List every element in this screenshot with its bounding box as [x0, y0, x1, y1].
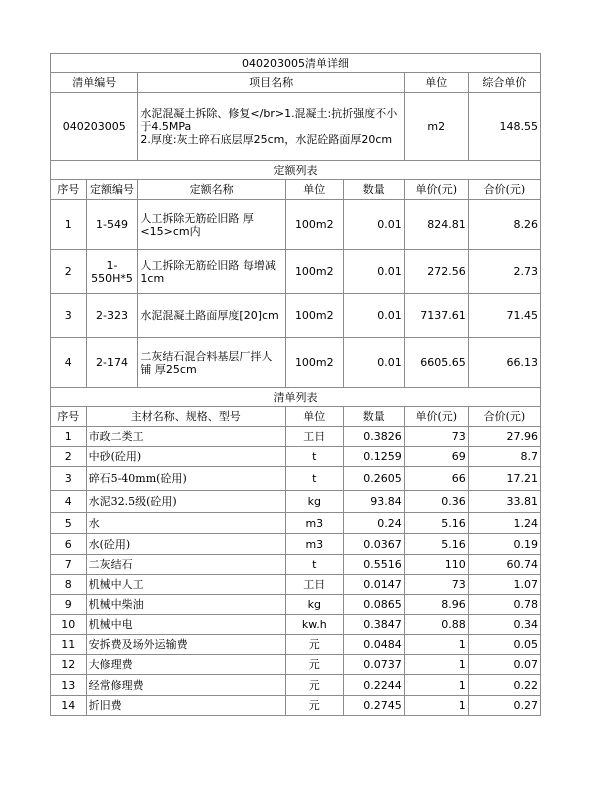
material-unit: m3	[285, 513, 343, 534]
material-seq: 10	[51, 615, 87, 635]
material-price: 5.16	[404, 513, 468, 534]
quota-unit-header: 单位	[285, 180, 343, 200]
material-seq-header: 序号	[51, 407, 87, 427]
material-name: 经常修理费	[86, 675, 285, 696]
bill-code: 040203005	[51, 93, 138, 161]
material-qty: 0.3826	[343, 427, 404, 447]
material-price: 1	[404, 696, 468, 716]
material-qty-header: 数量	[343, 407, 404, 427]
quota-total-header: 合价(元)	[468, 180, 540, 200]
material-row	[51, 655, 541, 675]
material-qty: 0.3847	[343, 615, 404, 635]
quota-row	[51, 200, 541, 250]
material-row	[51, 696, 541, 716]
quota-code: 2-323	[86, 294, 138, 338]
materials-section-title: 清单列表	[51, 388, 541, 407]
quota-seq-header: 序号	[51, 180, 87, 200]
material-total: 1.24	[468, 513, 540, 534]
material-name: 水(砼用)	[86, 534, 285, 555]
material-seq: 7	[51, 555, 87, 575]
material-unit: kw.h	[285, 615, 343, 635]
material-name-header: 主材名称、规格、型号	[86, 407, 285, 427]
material-price: 0.36	[404, 491, 468, 513]
material-name: 机械中人工	[86, 575, 285, 595]
material-qty: 0.0737	[343, 655, 404, 675]
material-total: 0.19	[468, 534, 540, 555]
material-price: 1	[404, 675, 468, 696]
material-row	[51, 427, 541, 447]
material-qty: 0.0147	[343, 575, 404, 595]
bill-unit: m2	[404, 93, 468, 161]
bill-name-line1: 水泥混凝土拆除、修复</br>1.混凝土:抗折强度不小于4.5MPa	[140, 107, 398, 133]
quota-name: 人工拆除无筋砼旧路 厚<15>cm内	[138, 200, 285, 250]
material-total: 60.74	[468, 555, 540, 575]
material-total: 8.7	[468, 447, 540, 467]
unit-header: 单位	[404, 73, 468, 93]
material-seq: 6	[51, 534, 87, 555]
material-total: 33.81	[468, 491, 540, 513]
quota-price: 6605.65	[404, 338, 468, 388]
quota-name: 人工拆除无筋砼旧路 每增减1cm	[138, 250, 285, 294]
material-qty: 0.2745	[343, 696, 404, 716]
material-name: 碎石5-40mm(砼用)	[86, 467, 285, 491]
material-unit: kg	[285, 491, 343, 513]
material-total: 0.05	[468, 635, 540, 655]
quota-code: 2-174	[86, 338, 138, 388]
material-row	[51, 534, 541, 555]
quota-qty: 0.01	[343, 250, 404, 294]
material-seq: 12	[51, 655, 87, 675]
quota-name: 水泥混凝土路面厚度[20]cm	[138, 294, 285, 338]
material-total: 1.07	[468, 575, 540, 595]
material-name: 中砂(砼用)	[86, 447, 285, 467]
material-name: 水	[86, 513, 285, 534]
material-row	[51, 555, 541, 575]
quota-price-header: 单价(元)	[404, 180, 468, 200]
quota-header-row	[51, 180, 541, 200]
material-total: 0.78	[468, 595, 540, 615]
quota-section-title: 定额列表	[51, 161, 541, 180]
material-qty: 0.2244	[343, 675, 404, 696]
material-qty: 93.84	[343, 491, 404, 513]
material-price: 8.96	[404, 595, 468, 615]
material-seq: 4	[51, 491, 87, 513]
material-total: 17.21	[468, 467, 540, 491]
material-price: 0.88	[404, 615, 468, 635]
material-qty: 0.5516	[343, 555, 404, 575]
material-unit: t	[285, 447, 343, 467]
material-price: 1	[404, 635, 468, 655]
material-row	[51, 447, 541, 467]
material-price: 73	[404, 575, 468, 595]
material-name: 二灰结石	[86, 555, 285, 575]
quota-unit: 100m2	[285, 294, 343, 338]
quota-total: 2.73	[468, 250, 540, 294]
material-row	[51, 675, 541, 696]
material-name: 市政二类工	[86, 427, 285, 447]
material-qty: 0.0367	[343, 534, 404, 555]
material-unit: m3	[285, 534, 343, 555]
quota-unit: 100m2	[285, 200, 343, 250]
material-price-header: 单价(元)	[404, 407, 468, 427]
material-qty: 0.24	[343, 513, 404, 534]
material-unit: kg	[285, 595, 343, 615]
material-seq: 11	[51, 635, 87, 655]
quota-qty: 0.01	[343, 338, 404, 388]
quota-qty: 0.01	[343, 294, 404, 338]
material-name: 大修理费	[86, 655, 285, 675]
material-seq: 9	[51, 595, 87, 615]
material-total-header: 合价(元)	[468, 407, 540, 427]
material-seq: 8	[51, 575, 87, 595]
bill-name	[138, 93, 404, 161]
quota-price: 824.81	[404, 200, 468, 250]
quota-name: 二灰结石混合料基层厂拌人铺 厚25cm	[138, 338, 285, 388]
material-unit: 元	[285, 675, 343, 696]
material-seq: 13	[51, 675, 87, 696]
quota-total: 66.13	[468, 338, 540, 388]
quota-qty-header: 数量	[343, 180, 404, 200]
material-unit: 元	[285, 655, 343, 675]
material-total: 0.07	[468, 655, 540, 675]
material-name: 机械中电	[86, 615, 285, 635]
material-qty: 0.1259	[343, 447, 404, 467]
material-unit: 工日	[285, 427, 343, 447]
material-qty: 0.2605	[343, 467, 404, 491]
quota-unit: 100m2	[285, 250, 343, 294]
material-row	[51, 491, 541, 513]
quota-seq: 3	[51, 294, 87, 338]
material-unit: 工日	[285, 575, 343, 595]
quota-unit: 100m2	[285, 338, 343, 388]
bill-header-row	[51, 73, 541, 93]
quota-row	[51, 294, 541, 338]
material-row	[51, 595, 541, 615]
material-unit-header: 单位	[285, 407, 343, 427]
quota-seq: 4	[51, 338, 87, 388]
bill-item-row	[51, 93, 541, 161]
quota-price: 272.56	[404, 250, 468, 294]
material-row	[51, 635, 541, 655]
material-row	[51, 467, 541, 491]
material-name: 折旧费	[86, 696, 285, 716]
quota-row	[51, 250, 541, 294]
quota-name-header: 定额名称	[138, 180, 285, 200]
page-title: 040203005清单详细	[51, 54, 541, 73]
quota-total: 71.45	[468, 294, 540, 338]
quota-code: 1-550H*5	[86, 250, 138, 294]
material-name: 水泥32.5级(砼用)	[86, 491, 285, 513]
bill-detail-table	[50, 53, 541, 716]
material-row	[51, 615, 541, 635]
material-price: 73	[404, 427, 468, 447]
material-qty: 0.0484	[343, 635, 404, 655]
material-seq: 1	[51, 427, 87, 447]
quota-qty: 0.01	[343, 200, 404, 250]
quota-code-header: 定额编号	[86, 180, 138, 200]
material-seq: 3	[51, 467, 87, 491]
materials-header-row	[51, 407, 541, 427]
material-total: 27.96	[468, 427, 540, 447]
material-price: 1	[404, 655, 468, 675]
quota-row	[51, 338, 541, 388]
quota-code: 1-549	[86, 200, 138, 250]
material-total: 0.27	[468, 696, 540, 716]
material-price: 110	[404, 555, 468, 575]
price-header: 综合单价	[468, 73, 540, 93]
material-unit: 元	[285, 635, 343, 655]
material-qty: 0.0865	[343, 595, 404, 615]
material-seq: 14	[51, 696, 87, 716]
material-unit: 元	[285, 696, 343, 716]
material-total: 0.22	[468, 675, 540, 696]
material-unit: t	[285, 467, 343, 491]
bill-name-line2: 2.厚度:灰土碎石底层厚25cm，水泥砼路面厚20cm	[140, 133, 393, 146]
quota-seq: 2	[51, 250, 87, 294]
name-header: 项目名称	[138, 73, 404, 93]
material-row	[51, 513, 541, 534]
material-seq: 2	[51, 447, 87, 467]
quota-total: 8.26	[468, 200, 540, 250]
quota-seq: 1	[51, 200, 87, 250]
material-name: 机械中柴油	[86, 595, 285, 615]
material-row	[51, 575, 541, 595]
bill-price: 148.55	[468, 93, 540, 161]
material-unit: t	[285, 555, 343, 575]
material-price: 5.16	[404, 534, 468, 555]
quota-price: 7137.61	[404, 294, 468, 338]
material-name: 安拆费及场外运输费	[86, 635, 285, 655]
code-header: 清单编号	[51, 73, 138, 93]
material-price: 66	[404, 467, 468, 491]
material-price: 69	[404, 447, 468, 467]
material-total: 0.34	[468, 615, 540, 635]
material-seq: 5	[51, 513, 87, 534]
